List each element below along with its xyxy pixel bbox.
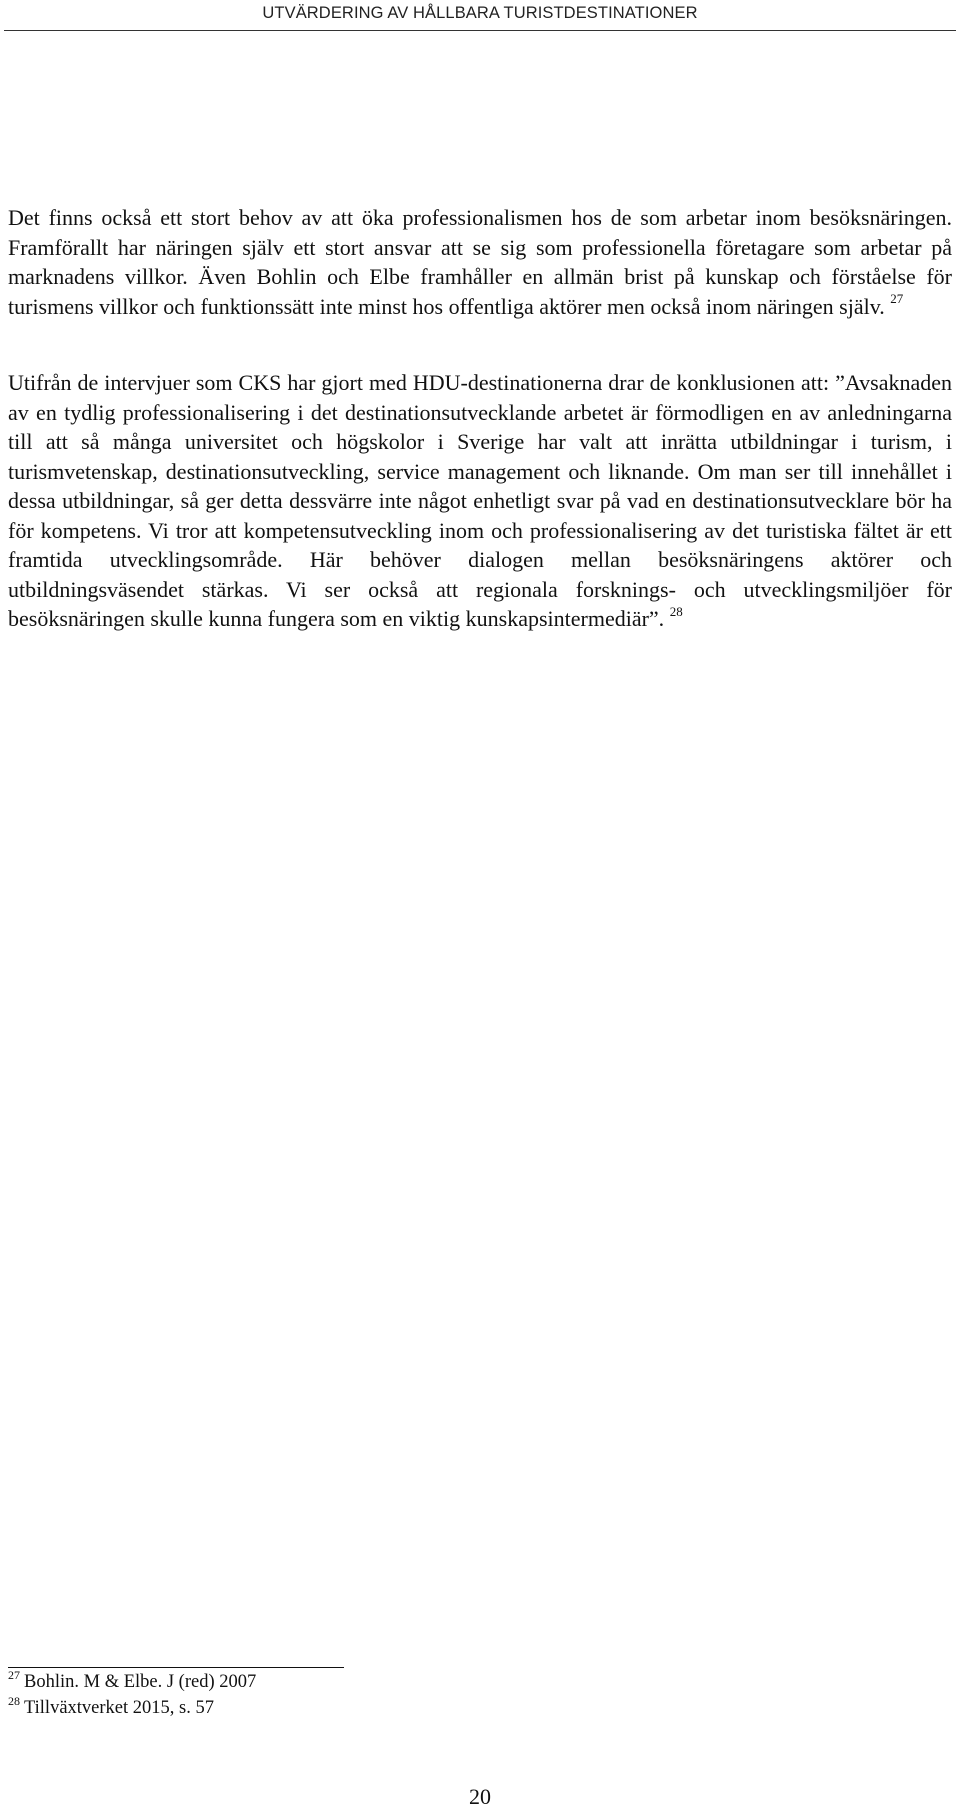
footnote-ref-28[interactable]: 28 [669,603,683,619]
body-paragraph-1 [8,203,952,321]
footnote-27 [8,1669,256,1695]
footnote-number: 28 [8,1693,20,1708]
paragraph-2-text: Utifrån de intervjuer som CKS har gjort med HDU-destinationerna drar de konklusionen att: ”Avsaknaden av en tydlig professionalisering i det destinationsutvecklande arbetet är förmodligen en av anledningarna till att så många universitet och högskolor i Sverige har valt att inrätta utbildningar i turism, i turismvetenskap, destinationsutveckling, service management och liknande. Om man ser till innehållet i dessa utbildningar, så ger detta dessvärre inte något enhetligt svar på vad en destinationsutvecklare bör ha för kompetens. Vi tror att kompetensutveckling inom och professionalisering av det turistiska fältet är ett framtida utvecklingsområde. Här behöver dialogen mellan besöksnäringens aktörer och utbildningsväsendet stärkas. Vi ser också att regionala forsknings- och utvecklingsmiljöer för besöksnäringen skulle kunna fungera som en viktig kunskapsintermediär”. [8,370,952,631]
page-number: 20 [469,1784,491,1809]
footnote-28 [8,1695,256,1721]
footnote-text: Bohlin. M & Elbe. J (red) 2007 [24,1672,257,1692]
footnotes [8,1669,256,1721]
running-header: UTVÄRDERING AV HÅLLBARA TURISTDESTINATIONER [262,4,698,22]
paragraph-1-text: Det finns också ett stort behov av att öka professionalismen hos de som arbetar inom besöksnäringen. Framförallt har näringen själv ett stort ansvar att se sig som professionella företagare som arbetar på marknadens villkor. Även Bohlin och Elbe framhåller en allmän brist på kunskap och förståelse för turismens villkor och funktionssätt inte minst hos offentliga aktörer men också inom näringen själv. [8,205,952,319]
footnote-text: Tillväxtverket 2015, s. 57 [24,1698,214,1718]
body-paragraph-2 [8,368,952,634]
footnote-ref-27[interactable]: 27 [890,291,904,307]
footnote-number: 27 [8,1667,20,1682]
header-rule [4,30,956,31]
footnote-separator [8,1667,344,1668]
